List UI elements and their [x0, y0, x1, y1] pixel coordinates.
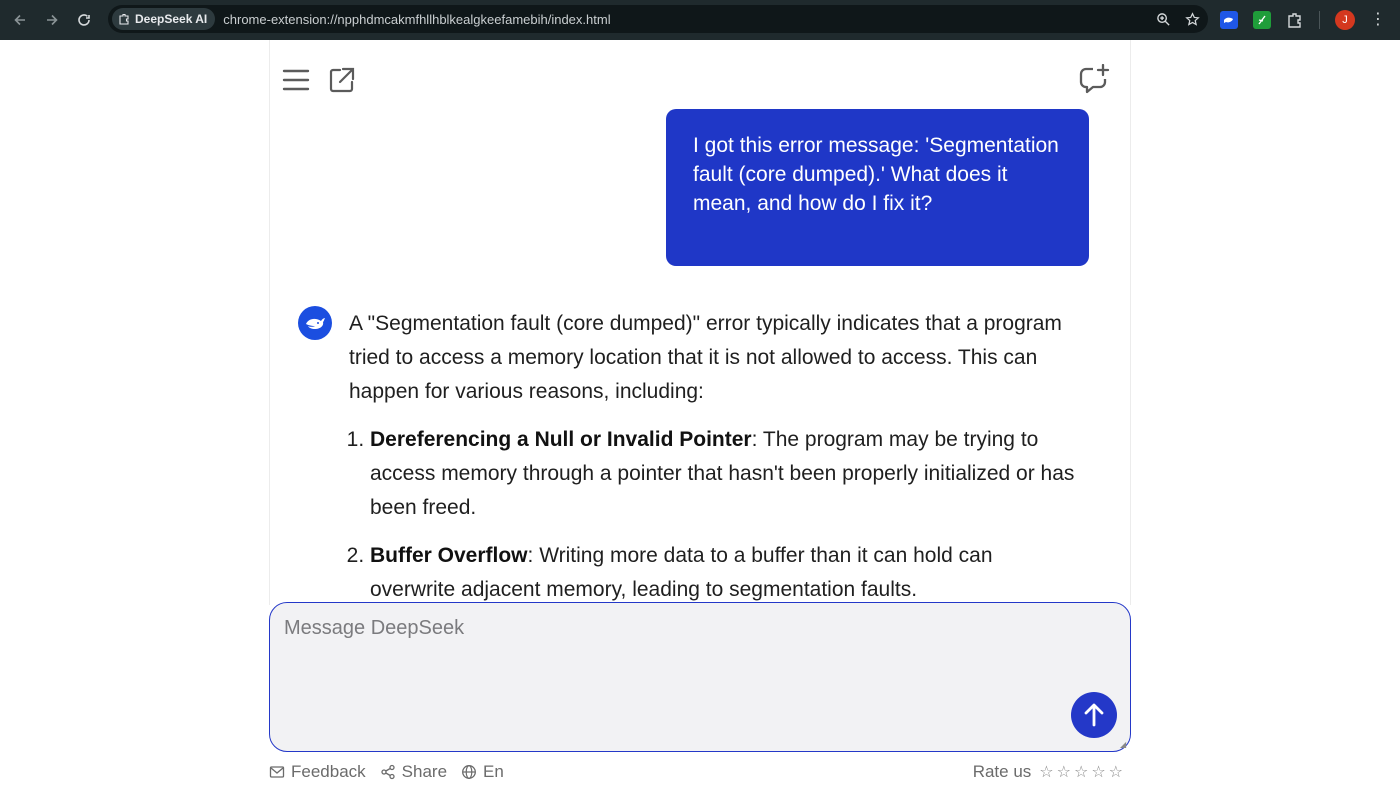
- profile-avatar[interactable]: J: [1335, 10, 1355, 30]
- list-item: [370, 423, 1079, 525]
- extension-icon: [118, 13, 130, 25]
- back-button[interactable]: [4, 4, 36, 36]
- site-chip-label: DeepSeek AI: [135, 12, 208, 26]
- green-extension-icon[interactable]: [1253, 11, 1271, 29]
- language-selector[interactable]: [461, 762, 504, 782]
- star-icon[interactable]: ☆: [1091, 764, 1106, 781]
- new-chat-button[interactable]: [1078, 64, 1110, 101]
- assistant-list: [349, 423, 1079, 605]
- puzzle-icon: [1286, 11, 1304, 29]
- share-label: Share: [401, 762, 448, 781]
- deepseek-avatar: [298, 306, 332, 340]
- message-composer: [269, 602, 1131, 752]
- reload-button[interactable]: [68, 4, 100, 36]
- extensions-button[interactable]: [1286, 11, 1304, 29]
- list-item-text: : Writing more data to a buffer than it can hold can overwrite adjacent memory, leading to segmentation faults.: [370, 544, 993, 601]
- user-message-bubble: I got this error message: 'Segmentation fault (core dumped).' What does it mean, and how do I fix it?: [666, 109, 1089, 266]
- chat-panel: [269, 40, 1131, 605]
- language-label: En: [483, 762, 504, 781]
- share-icon: [380, 764, 396, 780]
- message-input[interactable]: [284, 617, 1044, 727]
- send-button[interactable]: [1071, 692, 1117, 738]
- assistant-intro: A "Segmentation fault (core dumped)" error typically indicates that a program tried to access a memory location that it is not allowed to access. This can happen for various reasons, including:: [349, 312, 1062, 403]
- globe-icon: [461, 764, 477, 780]
- site-info-chip[interactable]: [112, 8, 215, 30]
- reload-icon: [76, 12, 92, 28]
- list-item: [370, 539, 1079, 605]
- toolbar-divider: [1319, 11, 1320, 29]
- rate-label: Rate us: [972, 762, 1032, 781]
- mail-icon: [269, 764, 285, 780]
- whale-icon: [1223, 14, 1235, 26]
- share-link[interactable]: [380, 762, 447, 782]
- star-icon[interactable]: ☆: [1108, 764, 1123, 781]
- list-item-text: : The program may be trying to access memory through a pointer that hasn't been properly initialized or has been freed.: [370, 428, 1075, 519]
- bookmark-star-icon[interactable]: [1185, 12, 1200, 27]
- rate-us: [973, 760, 1123, 784]
- resize-handle[interactable]: ◢: [1120, 740, 1127, 749]
- star-icon[interactable]: ☆: [1056, 764, 1071, 781]
- url-text[interactable]: chrome-extension://npphdmcakmfhllhblkealgkeefamebih/index.html: [223, 11, 611, 27]
- feedback-link[interactable]: [269, 762, 366, 782]
- list-item-title: Buffer Overflow: [370, 544, 528, 567]
- arrow-up-icon: [1080, 701, 1108, 729]
- star-icon[interactable]: ☆: [1073, 764, 1089, 781]
- footer-bar: [269, 760, 1131, 784]
- list-item-title: Dereferencing a Null or Invalid Pointer: [370, 428, 752, 451]
- deepseek-extension-icon[interactable]: [1220, 11, 1238, 29]
- zoom-icon[interactable]: [1156, 12, 1171, 27]
- menu-icon[interactable]: [282, 66, 310, 94]
- open-external-icon[interactable]: [328, 66, 356, 94]
- new-chat-icon: [1078, 64, 1110, 96]
- rating-stars: [1039, 762, 1123, 782]
- feedback-label: Feedback: [291, 762, 366, 781]
- browser-toolbar: [0, 0, 1400, 40]
- leaf-icon: [1256, 14, 1268, 26]
- browser-menu-icon[interactable]: ⋮: [1370, 11, 1386, 28]
- forward-button[interactable]: [36, 4, 68, 36]
- arrow-right-icon: [44, 12, 60, 28]
- whale-icon: [303, 311, 327, 335]
- arrow-left-icon: [12, 12, 28, 28]
- star-icon[interactable]: ☆: [1039, 764, 1054, 781]
- address-bar[interactable]: [108, 5, 1208, 33]
- assistant-message: [349, 307, 1079, 605]
